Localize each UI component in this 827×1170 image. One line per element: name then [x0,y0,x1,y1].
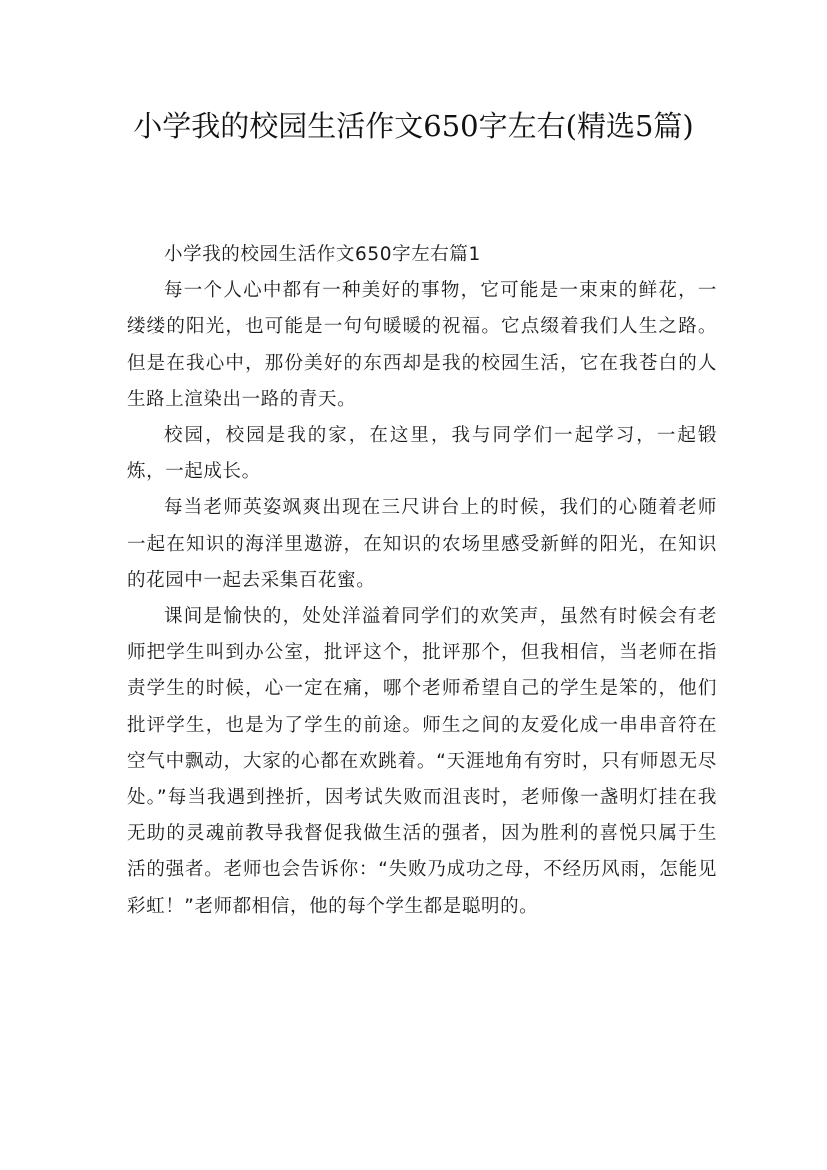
document-title: 小学我的校园生活作文650字左右(精选5篇) [133,109,694,143]
paragraph-2: 校园，校园是我的家，在这里，我与同学们一起学习，一起锻炼，一起成长。 [127,425,717,483]
document-body [127,237,717,925]
paragraph-3: 每当老师英姿飒爽出现在三尺讲台上的时候，我们的心随着老师一起在知识的海洋里遨游，在知识的农场里感受新鲜的阳光，在知识的花园中一起去采集百花蜜。 [127,497,717,591]
section-heading: 小学我的校园生活作文650字左右篇1 [164,244,481,265]
paragraph-1: 每一个人心中都有一种美好的事物，它可能是一束束的鲜花，一缕缕的阳光，也可能是一句句暖暖的祝福。它点缀着我们人生之路。但是在我心中，那份美好的东西却是我的校园生活，它在我苍白的人生路上渲染出一路的青天。 [127,280,717,410]
paragraph-4: 课间是愉快的，处处洋溢着同学们的欢笑声，虽然有时候会有老师把学生叫到办公室，批评这个，批评那个，但我相信，当老师在指责学生的时候，心一定在痛，哪个老师希望自己的学生是笨的，他们批评学生，也是为了学生的前途。师生之间的友爱化成一串串音符在空气中飘动，大家的心都在欢跳着。“天涯地角有穷时，只有师恩无尽处。”每当我遇到挫折，因考试失败而沮丧时，老师像一盏明灯挂在我无助的灵魂前教导我督促我做生活的强者，因为胜利的喜悦只属于生活的强者。老师也会告诉你：“失败乃成功之母，不经历风雨，怎能见彩虹！”老师都相信，他的每个学生都是聪明的。 [127,606,717,917]
